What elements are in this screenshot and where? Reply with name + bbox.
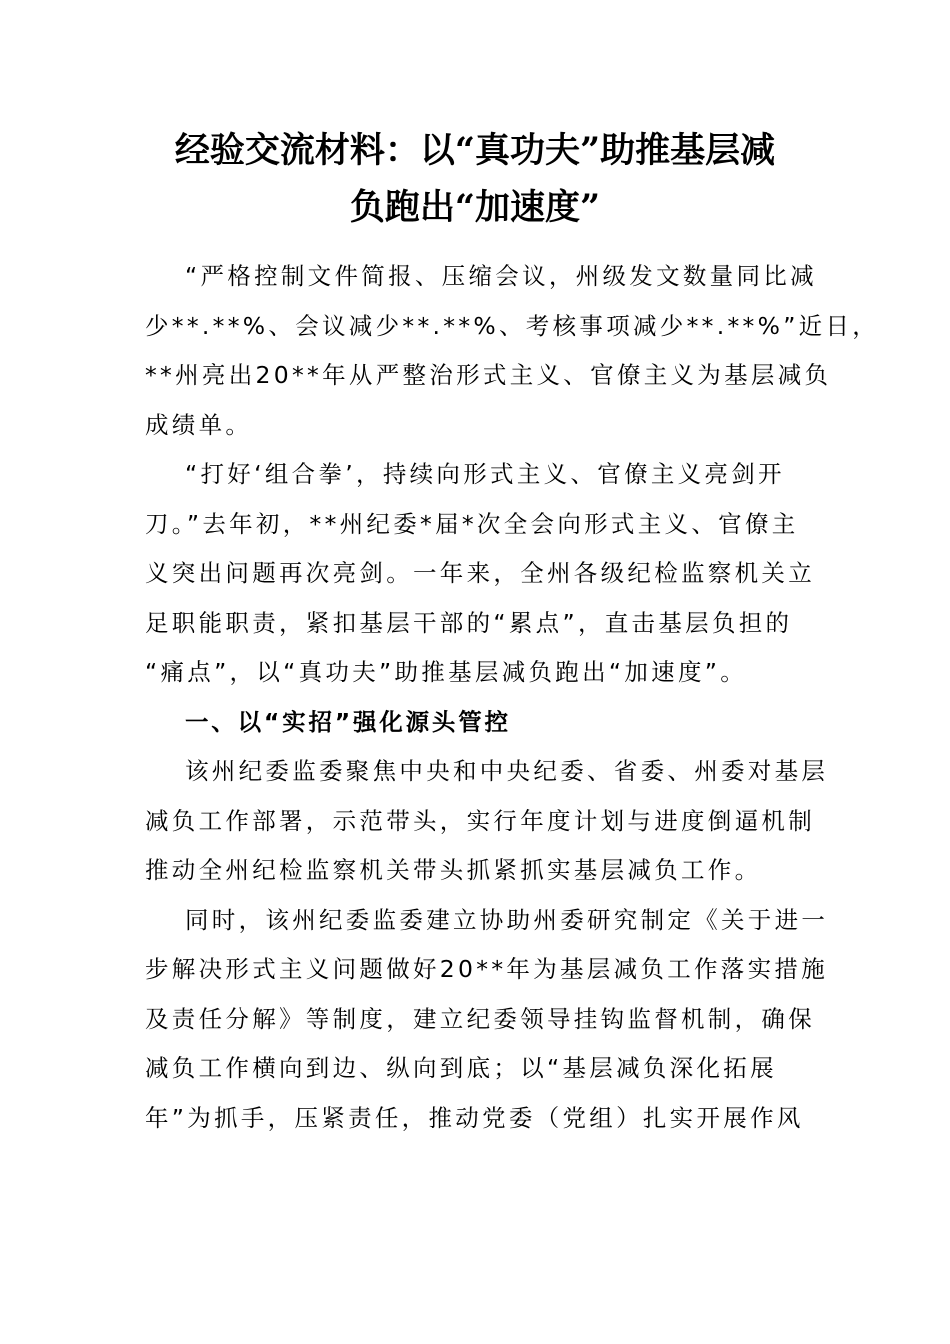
paragraph-line: 成绩单。 <box>145 410 253 439</box>
paragraph-line: 及责任分解》等制度，建立纪委领导挂钩监督机制，确保 <box>145 1004 815 1033</box>
paragraph-line: 减负工作部署，示范带头，实行年度计划与进度倒逼机制 <box>145 806 815 835</box>
paragraph-line: 年”为抓手，压紧责任，推动党委（党组）扎实开展作风 <box>145 1103 804 1132</box>
paragraph-line: 步解决形式主义问题做好20**年为基层减负工作落实措施 <box>145 955 829 983</box>
paragraph-line: 同时，该州纪委监委建立协助州委研究制定《关于进一 <box>185 905 829 934</box>
section-heading: 一、以“实招”强化源头管控 <box>185 707 511 736</box>
paragraph-line: 该州纪委监委聚焦中央和中央纪委、省委、州委对基层 <box>185 757 829 785</box>
paragraph-line: “严格控制文件简报、压缩会议，州级发文数量同比减 <box>185 262 817 290</box>
paragraph-line: 刀。”去年初，**州纪委*届*次全会向形式主义、官僚主 <box>145 509 799 538</box>
title-line-1: 经验交流材料：以“真功夫”助推基层减 <box>174 130 776 171</box>
paragraph-line: 足职能职责，紧扣基层干部的“累点”，直击基层负担的 <box>145 608 793 637</box>
paragraph-line: “打好‘组合拳’，持续向形式主义、官僚主义亮剑开 <box>185 460 785 488</box>
document-body <box>145 252 880 1143</box>
paragraph-line: 减负工作横向到边、纵向到底；以“基层减负深化拓展 <box>145 1054 777 1082</box>
paragraph-line: 推动全州纪检监察机关带头抓紧抓实基层减负工作。 <box>145 856 762 884</box>
paragraph-line: 少**.**%、会议减少**.**%、考核事项减少**.**%”近日， <box>145 311 880 340</box>
title-line-2: 负跑出“加速度” <box>349 187 601 228</box>
document-title <box>100 122 850 236</box>
paragraph-line: **州亮出20**年从严整治形式主义、官僚主义为基层减负 <box>145 361 832 389</box>
paragraph-line: 义突出问题再次亮剑。一年来，全州各级纪检监察机关立 <box>145 559 815 587</box>
paragraph-line: “痛点”，以“真功夫”助推基层减负跑出“加速度”。 <box>145 658 748 686</box>
